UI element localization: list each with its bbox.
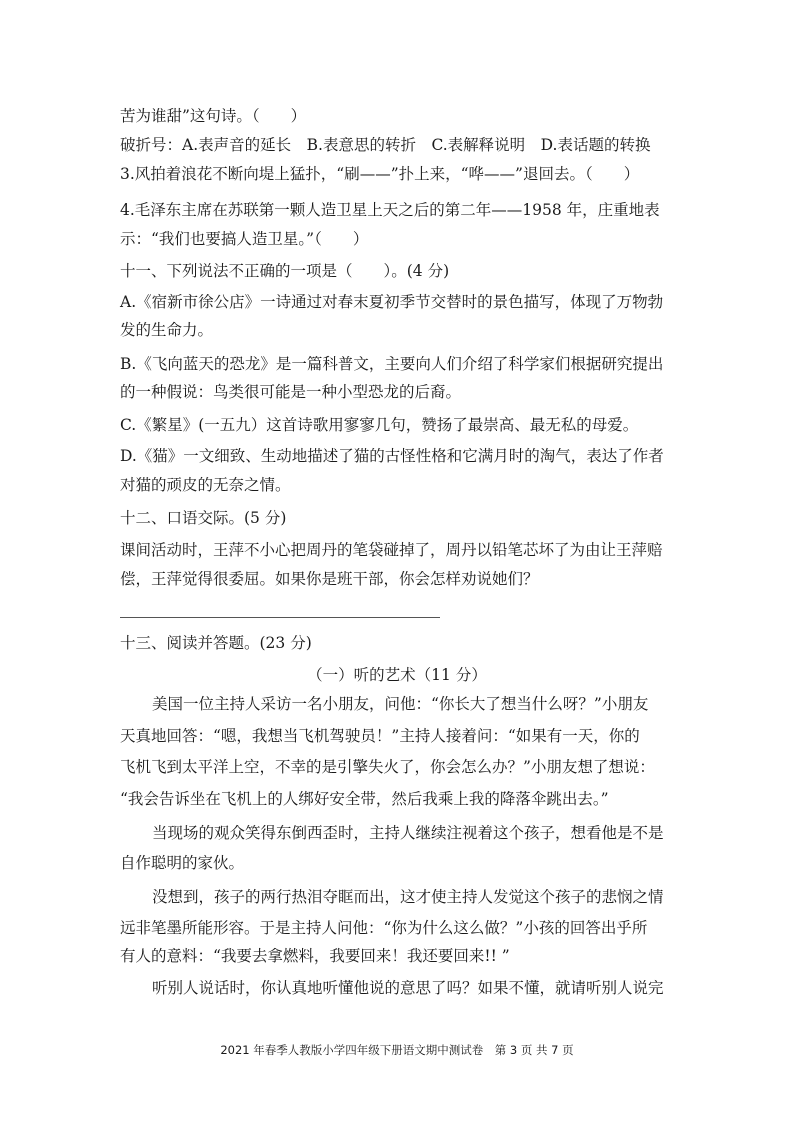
option-line: 破折号：A.表声音的延长 B.表意思的转折 C.表解释说明 D.表话题的转换	[120, 136, 651, 154]
answer-line	[120, 617, 440, 618]
option-a: A.《宿新市徐公店》一诗通过对春末夏初季节交替时的景色描写，体现了万物勃	[120, 293, 664, 311]
passage-paragraph: 飞机飞到太平洋上空，不幸的是引擎失火了，你会怎么办？”小朋友想了想说：	[120, 758, 655, 776]
section-heading-12: 十二、口语交际。(5 分)	[120, 509, 287, 527]
option-a-cont: 发的生命力。	[120, 321, 214, 339]
passage-paragraph: 美国一位主持人采访一名小朋友，问他：“你长大了想当什么呀？”小朋友	[152, 695, 649, 713]
passage-paragraph: 天真地回答：“嗯，我想当飞机驾驶员！”主持人接着问：“如果有一天，你的	[120, 727, 640, 745]
prompt-text: 课间活动时，王萍不小心把周丹的笔袋碰掉了，周丹以铅笔芯坏了为由让王萍赔	[120, 541, 663, 559]
passage-paragraph: 听别人说话时，你认真地听懂他说的意思了吗？如果不懂，就请听别人说完	[152, 979, 664, 997]
passage-paragraph: 远非笔墨所能形容。于是主持人问他：“你为什么这么做？”小孩的回答出乎所	[120, 919, 648, 937]
passage-title: （一）听的艺术（11 分）	[307, 666, 487, 684]
passage-paragraph: 有人的意料：“我要去拿燃料，我要回来！我还要回来!! ”	[120, 947, 510, 965]
question-text: 4.毛泽东主席在苏联第一颗人造卫星上天之后的第二年——1958 年，庄重地表	[120, 201, 660, 219]
option-b: B.《飞向蓝天的恐龙》是一篇科普文，主要向人们介绍了科学家们根据研究提出	[120, 355, 664, 373]
passage-paragraph: 当现场的观众笑得东倒西歪时，主持人继续注视着这个孩子，想看他是不是	[152, 824, 664, 842]
passage-paragraph: 自作聪明的家伙。	[120, 854, 245, 872]
option-d: D.《猫》一文细致、生动地描述了猫的古怪性格和它满月时的淘气，表达了作者	[120, 447, 664, 465]
passage-paragraph: 没想到，孩子的两行热泪夺眶而出，这才使主持人发觉这个孩子的悲悯之情	[152, 888, 664, 906]
option-d-cont: 对猫的顽皮的无奈之情。	[120, 476, 291, 494]
section-heading-11: 十一、下列说法不正确的一项是（ ）。(4 分)	[120, 262, 450, 280]
option-c: C.《繁星》(一五九）这首诗歌用寥寥几句，赞扬了最崇高、最无私的母爱。	[120, 416, 639, 434]
section-heading-13: 十三、阅读并答题。(23 分)	[120, 634, 312, 652]
question-text: 示：“我们也要搞人造卫星。”（ ）	[120, 230, 369, 248]
option-b-cont: 的一种假说：鸟类很可能是一种小型恐龙的后裔。	[120, 383, 462, 401]
passage-paragraph: “我会告诉坐在飞机上的人绑好安全带，然后我乘上我的降落伞跳出去。”	[120, 790, 609, 808]
question-text: 3.风拍着浪花不断向堤上猛扑，“刷——”扑上来，“哗——”退回去。（ ）	[120, 165, 640, 183]
page-footer: 2021 年春季人教版小学四年级下册语文期中测试卷 第 3 页 共 7 页	[220, 1043, 574, 1057]
question-text: 苦为谁甜”这句诗。（ ）	[120, 107, 307, 125]
prompt-text: 偿，王萍觉得很委屈。如果你是班干部，你会怎样劝说她们？	[120, 570, 539, 588]
